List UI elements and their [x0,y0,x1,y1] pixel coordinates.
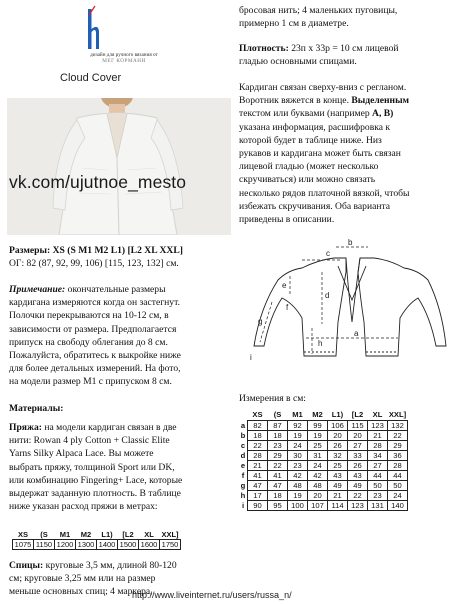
meas-cell: 23 [288,461,308,471]
watermark-text: vk.com/ujutnoe_mesto [9,172,187,192]
meas-cell: 19 [288,491,308,501]
desc-highlight: Выделенным [351,95,410,107]
yarn-cell: 1500 [118,540,139,550]
meas-row [239,461,408,471]
meas-cell: 50 [388,481,408,491]
meas-cell: 43 [348,471,368,481]
meas-cell: 21 [248,461,268,471]
meas-cell: 42 [288,471,308,481]
yarn-block [9,421,234,513]
meas-cell: 30 [288,451,308,461]
meas-cell: 21 [368,431,388,441]
desc-line-9: несколько рядов платочной вязкой, чтобы [239,187,410,199]
density-value: 23п х 33р = 10 см лицевой [291,43,399,54]
note-label: Примечание: [9,284,66,295]
note-line-4: припуск на свободу облегания до 8 см. [9,336,168,348]
meas-cell: 42 [308,471,328,481]
meas-cell: 28 [368,441,388,451]
measurements-title: Измерения в см: [239,393,306,404]
yarn-cell: 1150 [34,540,55,550]
desc-line-10: избежать скручивания. Оба варианта [239,200,391,212]
sizes-block [9,244,234,270]
meas-row [239,441,408,451]
meas-cell: 22 [268,461,288,471]
desc-line-5: которой будет в таблице ниже. Низ [239,134,382,146]
meas-cell: 21 [328,491,348,501]
dim-label: g [258,317,263,326]
yarn-cell: 1075 [13,540,34,550]
meas-col-header: M2 [312,410,323,419]
desc-line-3a: текстом или буквами (например [239,108,370,120]
dim-label: h [318,339,323,348]
yarn-col-header: M1 [59,529,71,539]
dim-label: b [348,238,353,247]
meas-cell: 22 [348,491,368,501]
meas-row [239,501,408,511]
logo-brand-text: МЕГ КОРМАНИ [102,58,146,64]
yarn-cell: 1300 [76,540,97,550]
meas-cell: 87 [268,421,288,431]
meas-col-header: L1) [331,410,344,419]
note-line-1: кардигана измеряются когда он застегнут. [9,297,180,309]
dim-label: d [325,291,330,300]
meas-cell: 41 [268,471,288,481]
meas-cell: 22 [388,431,408,441]
meas-cell: 24 [288,441,308,451]
top-right-block [239,4,449,30]
yarn-line-5: выдержат заданную плотность. В таблице [9,488,181,500]
meas-cell: 95 [268,501,288,511]
density-label: Плотность: [239,43,289,54]
meas-row-label: f [241,471,245,480]
og-line: ОГ: 82 (87, 92, 99, 106) [115, 123, 132] см. [9,258,179,270]
meas-row [239,491,408,501]
meas-cell: 44 [388,471,408,481]
yarn-cell: 1200 [55,540,76,550]
meas-cell: 26 [348,461,368,471]
yarn-cell: 1400 [97,540,118,550]
meas-cell: 32 [328,451,348,461]
dim-label: c [326,249,330,258]
desc-line-0: Кардиган связан сверху-вниз с регланом. [239,82,407,93]
dim-label: i [250,353,252,362]
density-line2: гладью основными спицами. [239,56,357,68]
yarn-label: Пряжа: [9,422,42,433]
meas-cell: 24 [308,461,328,471]
meas-cell: 44 [368,471,388,481]
top-line-0: бросовая нить; 4 маленьких пуговицы, [239,5,398,16]
desc-line-6: рукавов и кардигана может быть связан [239,148,401,160]
meas-row [239,451,408,461]
meas-cell: 27 [348,441,368,451]
desc-line-3b: A, B) [372,108,394,120]
meas-cell: 99 [308,421,328,431]
desc-line-4: указана информация, расшифровка к [239,121,391,133]
meas-row [239,421,408,431]
meas-cell: 123 [368,421,388,431]
meas-cell: 92 [288,421,308,431]
source-url: http://www.liveinternet.ru/users/russa_n/ [132,590,292,600]
meas-cell: 49 [348,481,368,491]
note-line-6: для более детальных измерений. На фото, [9,363,181,375]
meas-cell: 48 [308,481,328,491]
desc-line-7: лицевой гладью (может несколько [239,161,379,173]
meas-row-label: g [240,481,246,490]
description-block [239,81,449,226]
meas-corner [239,409,248,421]
meas-row-label: a [240,421,246,430]
needles-line-0: круговые 3,5 мм, длиной 80-120 [45,560,177,571]
meas-cell: 18 [268,431,288,441]
meas-cell: 49 [328,481,348,491]
meas-cell: 47 [248,481,268,491]
top-line-1: примерно 1 см в диаметре. [239,18,349,30]
meas-cell: 34 [368,451,388,461]
meas-cell: 106 [328,421,348,431]
logo-tagline-text: дизайн для ручного вязания от [90,52,158,58]
note-line-2: Полочки перекрываются на 10-12 см, в [9,310,169,322]
brand-logo-icon [86,5,102,51]
yarn-table [12,529,181,550]
yarn-line-1: нити: Rowan 4 ply Cotton + Classic Elite [9,435,170,447]
sizes-label: Размеры: [9,245,51,256]
needles-label: Спицы: [9,560,44,571]
meas-cell: 19 [288,431,308,441]
dim-label: a [354,329,359,338]
page-title: Cloud Cover [60,72,122,84]
note-line-3: зависимости от размера. Предполагается [9,323,177,335]
meas-col-header: XXL] [388,410,407,419]
yarn-col-header: (S [40,529,48,539]
meas-cell: 47 [268,481,288,491]
meas-cell: 115 [348,421,368,431]
measurements-table [239,409,408,511]
desc-line-1: Воротник вяжется в конце. [239,95,349,107]
meas-cell: 28 [388,461,408,471]
yarn-line-6: ниже указан расход пряжи в метрах: [9,501,158,513]
meas-cell: 20 [308,491,328,501]
meas-col-header: XS [252,410,263,419]
meas-cell: 25 [308,441,328,451]
meas-cell: 107 [308,501,328,511]
meas-row-label: h [240,491,246,500]
meas-row [239,431,408,441]
meas-cell: 82 [248,421,268,431]
meas-cell: 43 [328,471,348,481]
meas-cell: 23 [368,491,388,501]
logo-tagline [54,52,194,64]
meas-cell: 41 [248,471,268,481]
yarn-line-2: Yarns Silky Alpaca Lace. Вы можете [9,448,154,460]
desc-line-8: скручиваться) или можно связать [239,174,376,186]
meas-cell: 17 [248,491,268,501]
meas-row-label: d [240,451,246,460]
materials-heading: Материалы: [9,403,64,414]
note-line-5: Пожалуйста, обратитесь к выкройке ниже [9,350,181,362]
yarn-line-3: выбрать пряжу, толщиной Sport или DK, [9,461,175,473]
meas-row [239,471,408,481]
dim-label: e [282,281,287,290]
needles-line-1: см; круговые 3,25 мм или на размер [9,573,156,585]
meas-cell: 100 [288,501,308,511]
needles-line-2: меньше основных спиц; 4 маркера, [9,586,153,598]
meas-cell: 36 [388,451,408,461]
meas-col-header: M1 [292,410,303,419]
note-line-0: окончательные размеры [67,284,166,295]
meas-row [239,481,408,491]
meas-cell: 33 [348,451,368,461]
sizes-value: XS (S M1 M2 L1) [L2 XL XXL] [52,245,183,256]
meas-col-header: (S [273,410,282,419]
note-line-7: на модели размер М1 с припуском 8 см. [9,376,172,388]
yarn-col-header: XXL] [161,529,179,539]
meas-row-label: b [240,431,246,440]
meas-cell: 20 [328,431,348,441]
cardigan-schematic [242,238,447,370]
meas-cell: 50 [368,481,388,491]
yarn-col-header: XL [144,529,154,539]
meas-cell: 25 [328,461,348,471]
meas-cell: 23 [268,441,288,451]
meas-col-header: XL [372,410,383,419]
meas-row-label: i [241,501,245,510]
dim-label: f [286,303,289,312]
meas-cell: 131 [368,501,388,511]
desc-line-11: приведены в описании. [239,214,335,226]
model-photo [7,98,231,235]
meas-cell: 114 [328,501,348,511]
meas-cell: 19 [308,431,328,441]
meas-cell: 26 [328,441,348,451]
meas-cell: 31 [308,451,328,461]
yarn-col-header: [L2 [122,529,134,539]
meas-cell: 22 [248,441,268,451]
yarn-col-header: M2 [80,529,92,539]
meas-cell: 29 [268,451,288,461]
meas-cell: 90 [248,501,268,511]
yarn-cell: 1750 [160,540,181,550]
meas-cell: 48 [288,481,308,491]
meas-col-header: [L2 [351,410,364,419]
meas-cell: 123 [348,501,368,511]
meas-row-label: c [240,441,246,450]
meas-cell: 18 [268,491,288,501]
note-block [9,283,234,389]
meas-row-label: e [240,461,246,470]
yarn-line-0: на модели кардиган связан в две [44,422,177,433]
yarn-line-4: или комбинацию Fingering+ Lace, которые [9,474,183,486]
meas-cell: 18 [248,431,268,441]
meas-cell: 24 [388,491,408,501]
meas-cell: 20 [348,431,368,441]
meas-cell: 132 [388,421,408,431]
density-block [239,42,449,68]
meas-cell: 28 [248,451,268,461]
yarn-col-header: XS [17,529,28,539]
yarn-col-header: L1) [101,529,113,539]
meas-cell: 27 [368,461,388,471]
meas-cell: 29 [388,441,408,451]
yarn-cell: 1600 [139,540,160,550]
meas-cell: 140 [388,501,408,511]
